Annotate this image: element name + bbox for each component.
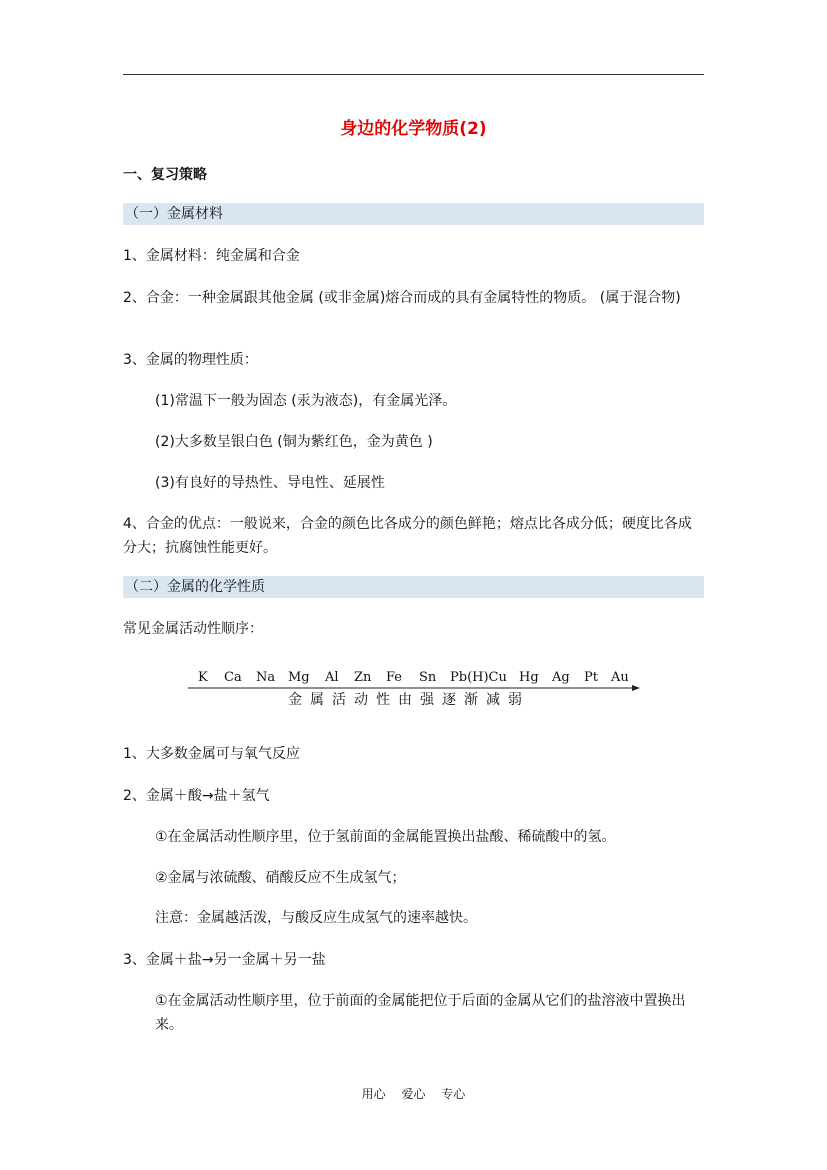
metal-symbol: Fe bbox=[386, 670, 403, 685]
point-3a: ①在金属活动性顺序里，位于前面的金属能把位于后面的金属从它们的盐溶液中置换出来。 bbox=[155, 993, 686, 1033]
metal-symbol: Mg bbox=[288, 670, 310, 685]
point-2b: ②金属与浓硫酸、硝酸反应不生成氢气； bbox=[155, 870, 406, 886]
point-1: 1、大多数金属可与氧气反应 bbox=[123, 746, 300, 762]
paragraph-1: 1、金属材料：纯金属和合金 bbox=[123, 248, 300, 264]
metal-symbol: Ag bbox=[552, 670, 570, 685]
header-rule bbox=[123, 74, 704, 75]
metal-symbol: Ca bbox=[224, 670, 242, 685]
point-2: 2、金属＋酸→盐＋氢气 bbox=[123, 788, 270, 804]
page-footer: 用心 爱心 专心 bbox=[361, 1087, 466, 1101]
paragraph-3: 3、金属的物理性质： bbox=[123, 352, 258, 368]
point-2c: 注意：金属越活泼，与酸反应生成氢气的速率越快。 bbox=[155, 910, 477, 926]
paragraph-3a: (1)常温下一般为固态 (汞为液态)，有金属光泽。 bbox=[155, 393, 457, 409]
paragraph-3b: (2)大多数呈银白色 (铜为紫红色，金为黄色 ) bbox=[155, 434, 433, 450]
metal-symbol: Hg bbox=[519, 670, 539, 685]
metal-symbol: Pt bbox=[584, 670, 598, 685]
metal-symbol: Sn bbox=[419, 670, 437, 685]
metal-symbol: Al bbox=[325, 670, 339, 685]
metal-symbol: Zn bbox=[354, 670, 372, 685]
paragraph-2: 2、合金：一种金属跟其他金属 (或非金属)熔合而成的具有金属特性的物质。 (属于混合物) bbox=[123, 290, 681, 306]
metal-symbol: Pb(H)Cu bbox=[450, 670, 507, 685]
paragraph-4: 4、合金的优点：一般说来，合金的颜色比各成分的颜色鲜艳；熔点比各成分低；硬度比各成分大；抗腐蚀性能更好。 bbox=[123, 516, 692, 556]
subsection-chemical-properties: （二）金属的化学性质 bbox=[123, 576, 704, 598]
point-3: 3、金属＋盐→另一金属＋另一盐 bbox=[123, 952, 326, 968]
metal-symbol: Na bbox=[256, 670, 276, 685]
activity-series-figure bbox=[188, 668, 640, 712]
page-title: 身边的化学物质(2) bbox=[340, 119, 487, 139]
activity-order-description: 金属活动性由强逐渐减弱 bbox=[288, 692, 530, 708]
subsection-metal-materials: （一）金属材料 bbox=[123, 203, 704, 225]
paragraph-3c: (3)有良好的导热性、导电性、延展性 bbox=[155, 475, 385, 491]
point-2a: ①在金属活动性顺序里，位于氢前面的金属能置换出盐酸、稀硫酸中的氢。 bbox=[155, 829, 616, 845]
metal-symbol: Au bbox=[611, 670, 629, 685]
section-heading: 一、复习策略 bbox=[123, 167, 207, 183]
metal-symbol: K bbox=[198, 670, 208, 685]
activity-order-label: 常见金属活动性顺序： bbox=[123, 621, 263, 637]
